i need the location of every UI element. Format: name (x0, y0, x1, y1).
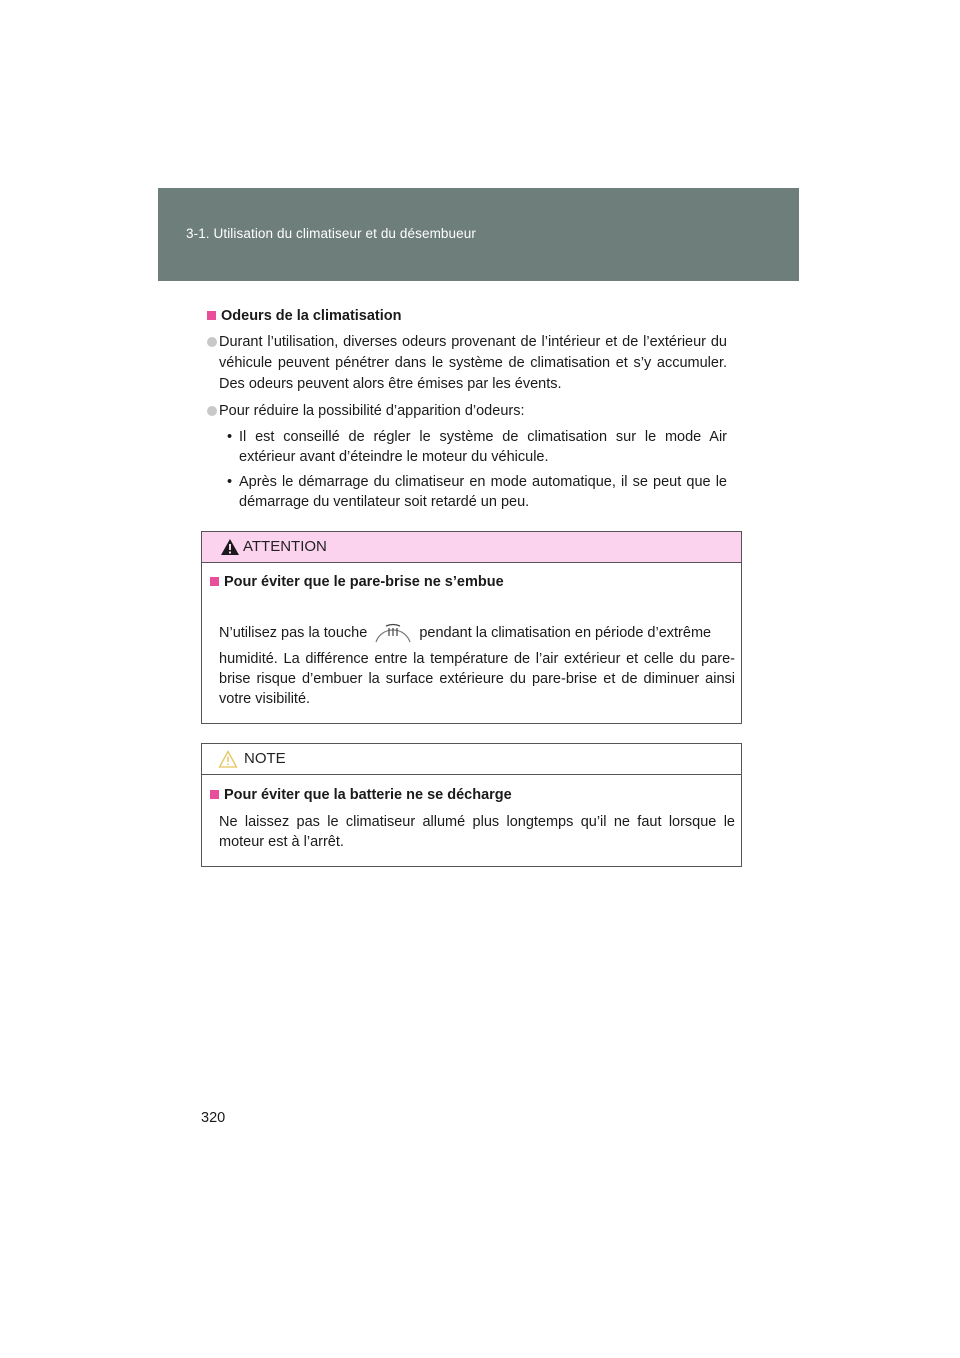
sub-list (219, 427, 727, 512)
circle-bullet-icon (207, 337, 217, 347)
odors-section (207, 306, 727, 512)
sub-list-item: • Après le démarrage du climatiseur en mode automatique, il se peut que le démarrage du ventilateur soit retardé un peu. (227, 474, 727, 510)
breadcrumb: 3-1. Utilisation du climatiseur et du désembueur (186, 226, 476, 241)
warning-triangle-icon (220, 538, 240, 556)
attention-box (201, 531, 742, 724)
note-header (202, 744, 741, 775)
note-title: Pour éviter que la batterie ne se décharge (210, 787, 512, 803)
attention-line: N’utilisez pas la touche pendant la climatisation en période d’extrême (219, 618, 735, 648)
defogger-button-icon (373, 614, 413, 644)
square-bullet-icon (207, 311, 216, 320)
square-bullet-icon (210, 577, 219, 586)
circle-bullet-icon (207, 406, 217, 416)
page-number: 320 (201, 1110, 226, 1126)
attention-title: Pour éviter que le pare-brise ne s’embue (210, 574, 504, 590)
section-title: Odeurs de la climatisation (207, 306, 727, 326)
square-bullet-icon (210, 790, 219, 799)
list-item: Pour réduire la possibilité d’apparition d’odeurs: (207, 401, 727, 422)
note-box (201, 743, 742, 867)
chapter-header (158, 188, 799, 281)
list-item: Durant l’utilisation, diverses odeurs provenant de l’intérieur et de l’extérieur du véhicule peuvent pénétrer dans le système de climatisation et s’y accumuler. Des odeurs peuvent alors être émises par les évents. (207, 332, 727, 395)
sub-list-item: • Il est conseillé de régler le système de climatisation sur le mode Air extérieur avant d’éteindre le moteur du véhicule. (227, 429, 727, 465)
note-label: NOTE (244, 750, 286, 767)
attention-label: ATTENTION (243, 538, 327, 555)
attention-header (202, 532, 741, 563)
note-text: Ne laissez pas le climatiseur allumé plus longtemps qu’il ne faut lorsque le moteur est à l’arrêt. (219, 814, 735, 850)
attention-text: humidité. La différence entre la température de l’air extérieur et celle du pare-brise risque d’embuer la surface extérieure du pare-brise et de diminuer ainsi votre visibilité. (219, 651, 735, 707)
caution-triangle-icon (218, 750, 238, 768)
